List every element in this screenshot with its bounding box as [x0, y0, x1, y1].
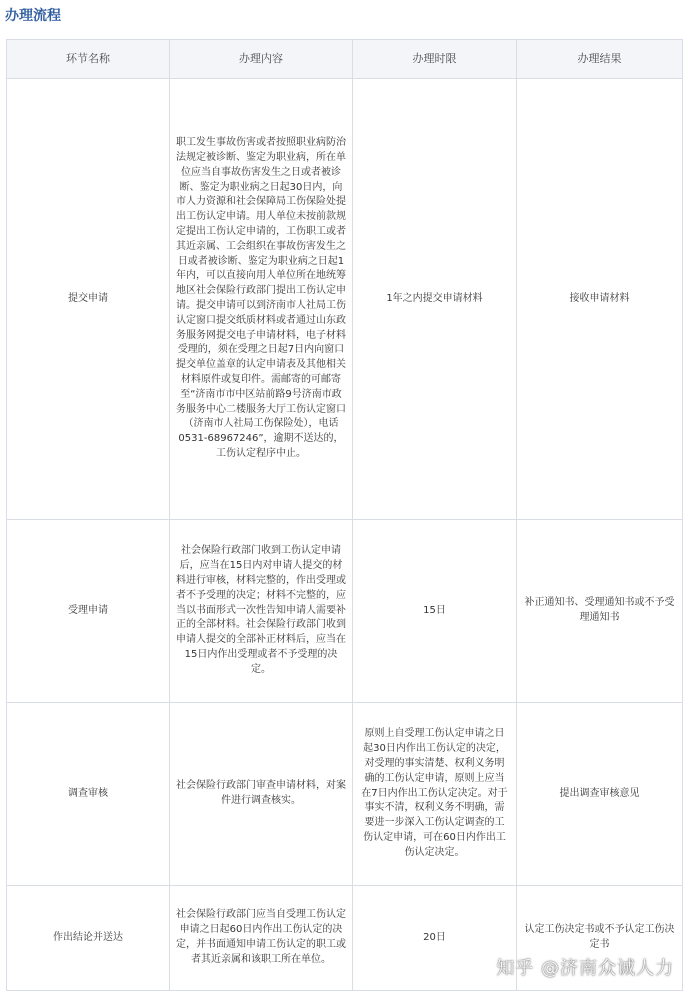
table-header-row	[7, 40, 683, 79]
step-time-limit: 原则上自受理工伤认定申请之日起30日内作出工伤认定的决定，对受理的事实清楚、权利义务明确的工伤认定申请，原则上应当在7日内作出工伤认定决定。对于事实不清，权利义务不明确，需要进一步深入工伤认定调查的工伤认定申请，可在60日内作出工伤认定决定。	[353, 703, 517, 886]
step-time-limit: 1年之内提交申请材料	[353, 79, 517, 520]
step-time-limit: 20日	[353, 886, 517, 991]
step-result: 提出调查审核意见	[517, 703, 683, 886]
process-table	[6, 39, 683, 991]
step-name: 受理申请	[7, 520, 170, 703]
step-name: 提交申请	[7, 79, 170, 520]
column-header-time-limit: 办理时限	[353, 40, 517, 79]
step-name: 调查审核	[7, 703, 170, 886]
step-content: 社会保险行政部门应当自受理工伤认定申请之日起60日内作出工伤认定的决定，并书面通知申请工伤认定的职工或者其近亲属和该职工所在单位。	[170, 886, 353, 991]
column-header-content: 办理内容	[170, 40, 353, 79]
watermark: 知乎 @济南众诚人力	[496, 958, 674, 979]
column-header-name: 环节名称	[7, 40, 170, 79]
table-row	[7, 703, 683, 886]
table-row	[7, 520, 683, 703]
step-content: 社会保险行政部门审查申请材料，对案件进行调查核实。	[170, 703, 353, 886]
step-result: 认定工伤决定书或不予认定工伤决定书	[517, 886, 683, 991]
table-row	[7, 79, 683, 520]
step-result: 接收申请材料	[517, 79, 683, 520]
page-title: 办理流程	[5, 8, 61, 24]
step-result: 补正通知书、受理通知书或不予受理通知书	[517, 520, 683, 703]
step-name: 作出结论并送达	[7, 886, 170, 991]
step-time-limit: 15日	[353, 520, 517, 703]
step-content: 社会保险行政部门收到工伤认定申请后，应当在15日内对申请人提交的材料进行审核，材料完整的，作出受理或者不予受理的决定；材料不完整的，应当以书面形式一次性告知申请人需要补正的全部材料。社会保险行政部门收到申请人提交的全部补正材料后，应当在15日内作出受理或者不予受理的决定。	[170, 520, 353, 703]
step-content: 职工发生事故伤害或者按照职业病防治法规定被诊断、鉴定为职业病，所在单位应当自事故伤害发生之日或者被诊断、鉴定为职业病之日起30日内，向市人力资源和社会保障局工伤保险处提出工伤认定申请。用人单位未按前款规定提出工伤认定申请的，工伤职工或者其近亲属、工会组织在事故伤害发生之日或者被诊断、鉴定为职业病之日起1年内，可以直接向用人单位所在地统筹地区社会保险行政部门提出工伤认定申请。提交申请可以到济南市人社局工伤认定窗口提交纸质材料或者通过山东政务服务网提交电子申请材料，电子材料受理的，须在受理之日起7日内向窗口提交单位盖章的认定申请表及其他相关材料原件或复印件。需邮寄的可邮寄至“济南市市中区站前路9号济南市政务服务中心二楼服务大厅工伤认定窗口（济南市人社局工伤保险处），电话0531-68967246”，逾期不送达的，工伤认定程序中止。	[170, 79, 353, 520]
column-header-result: 办理结果	[517, 40, 683, 79]
